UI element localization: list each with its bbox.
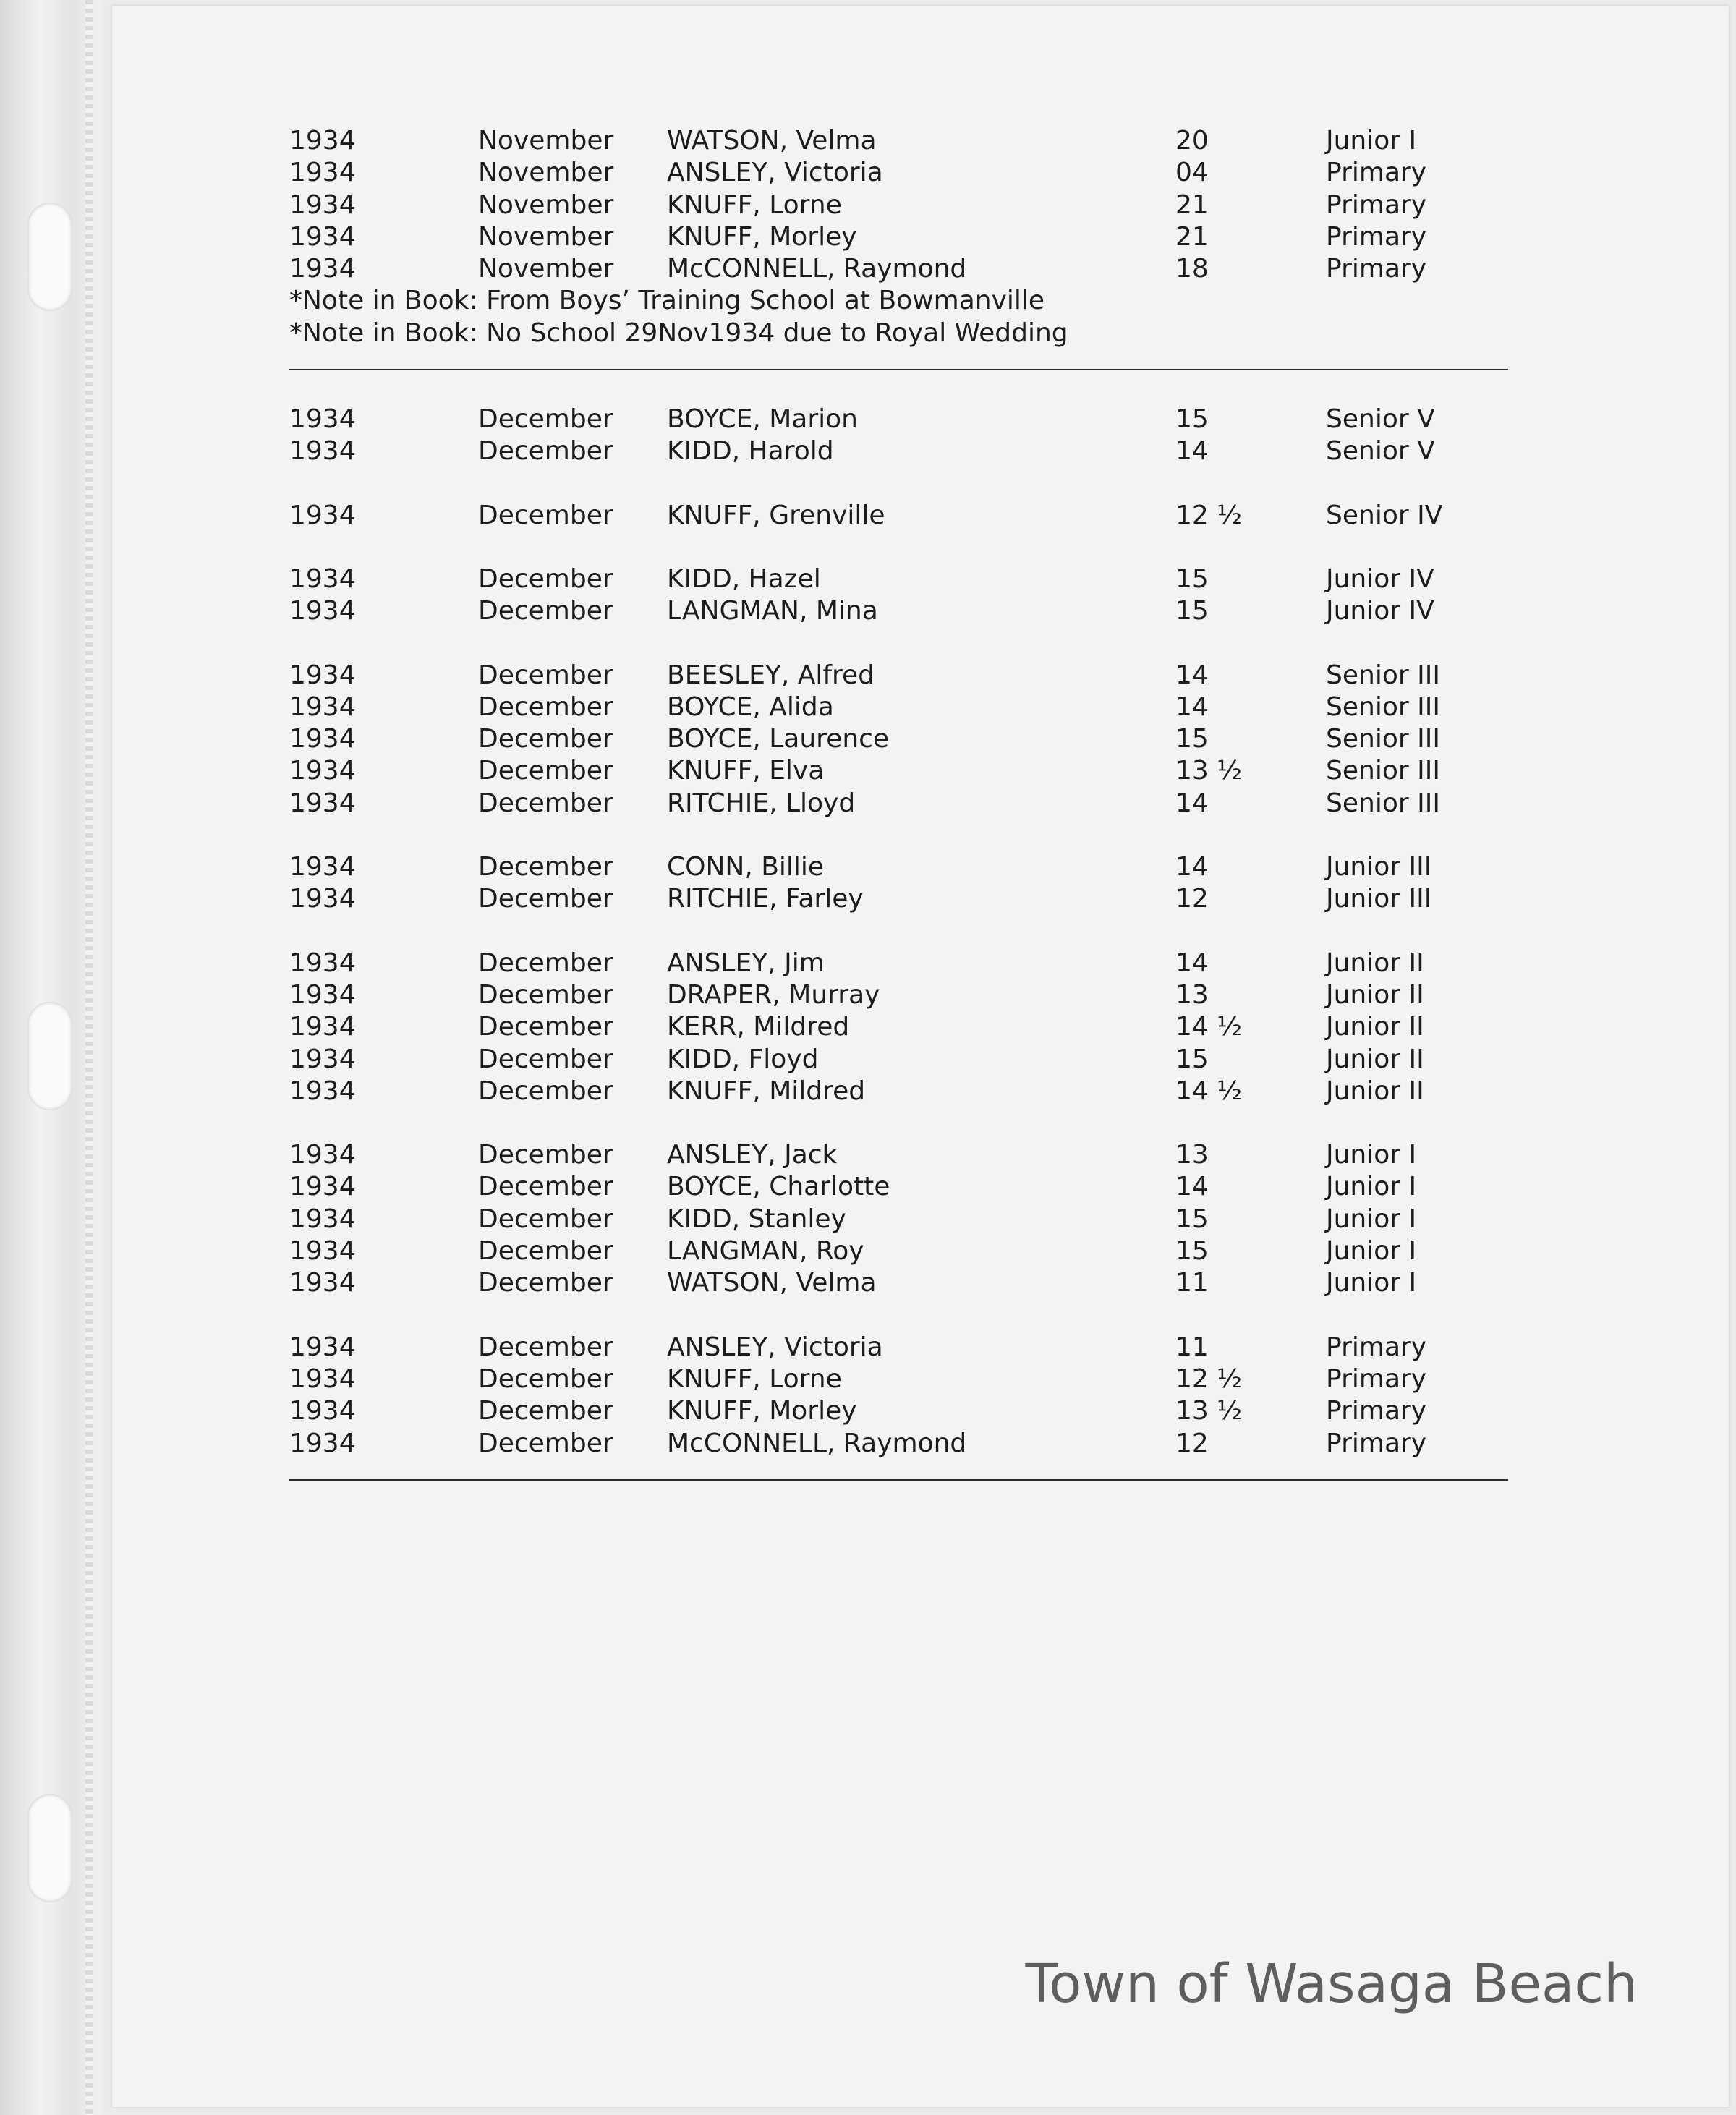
year-cell: 1934 <box>289 979 356 1010</box>
year-cell: 1934 <box>289 1172 356 1202</box>
record-row <box>289 851 1508 883</box>
december-section <box>289 404 1508 1460</box>
record-row <box>289 1044 1508 1076</box>
grade-group <box>289 1332 1508 1460</box>
name-cell: LANGMAN, Mina <box>667 596 878 626</box>
record-row <box>289 1363 1508 1395</box>
age-cell: 13 ½ <box>1175 1396 1243 1426</box>
punch-hole <box>27 1794 72 1902</box>
grade-cell: Junior I <box>1326 126 1417 156</box>
grade-cell: Senior IV <box>1326 500 1443 530</box>
record-row <box>289 253 1508 285</box>
year-cell: 1934 <box>289 126 356 156</box>
age-cell: 15 <box>1175 1044 1209 1074</box>
record-row <box>289 1011 1508 1043</box>
year-cell: 1934 <box>289 1044 356 1074</box>
age-cell: 14 <box>1175 660 1209 690</box>
footer-town-name: Town of Wasaga Beach <box>1025 1953 1638 2015</box>
grade-cell: Junior IV <box>1326 563 1434 594</box>
name-cell: BOYCE, Alida <box>667 691 834 722</box>
grade-cell: Junior II <box>1326 948 1424 978</box>
age-cell: 13 <box>1175 1140 1209 1170</box>
month-cell: November <box>478 158 614 188</box>
age-cell: 15 <box>1175 596 1209 626</box>
grade-cell: Senior III <box>1326 788 1440 818</box>
name-cell: RITCHIE, Lloyd <box>667 788 856 818</box>
year-cell: 1934 <box>289 948 356 978</box>
name-cell: WATSON, Velma <box>667 126 877 156</box>
month-cell: December <box>478 788 613 818</box>
punch-hole <box>27 1002 72 1110</box>
record-row <box>289 125 1508 157</box>
november-section <box>289 125 1508 285</box>
record-row <box>289 691 1508 723</box>
record-row <box>289 221 1508 253</box>
month-cell: December <box>478 660 613 690</box>
age-cell: 18 <box>1175 254 1209 284</box>
name-cell: RITCHIE, Farley <box>667 884 864 914</box>
year-cell: 1934 <box>289 1396 356 1426</box>
record-row <box>289 1395 1508 1427</box>
name-cell: WATSON, Velma <box>667 1268 877 1298</box>
record-row <box>289 788 1508 820</box>
grade-cell: Junior II <box>1326 1012 1424 1042</box>
name-cell: KNUFF, Lorne <box>667 1363 842 1394</box>
book-note: *Note in Book: From Boys’ Training School at Bowmanville <box>289 286 1045 316</box>
punch-hole <box>27 203 72 311</box>
month-cell: December <box>478 1268 613 1298</box>
name-cell: BOYCE, Marion <box>667 404 858 435</box>
month-cell: December <box>478 1332 613 1362</box>
grade-cell: Senior III <box>1326 660 1440 690</box>
name-cell: ANSLEY, Victoria <box>667 158 883 188</box>
month-cell: December <box>478 500 613 530</box>
year-cell: 1934 <box>289 563 356 594</box>
grade-group <box>289 1139 1508 1299</box>
grade-cell: Junior II <box>1326 1076 1424 1106</box>
record-row <box>289 595 1508 627</box>
month-cell: December <box>478 1428 613 1458</box>
binder-sleeve-strip <box>0 0 101 2115</box>
grade-cell: Senior III <box>1326 756 1440 786</box>
age-cell: 13 ½ <box>1175 756 1243 786</box>
grade-group <box>289 948 1508 1107</box>
month-cell: December <box>478 404 613 435</box>
age-cell: 12 ½ <box>1175 500 1243 530</box>
grade-cell: Primary <box>1326 1428 1427 1458</box>
name-cell: KERR, Mildred <box>667 1012 850 1042</box>
year-cell: 1934 <box>289 1204 356 1234</box>
grade-group <box>289 404 1508 468</box>
month-cell: December <box>478 724 613 754</box>
age-cell: 14 ½ <box>1175 1076 1243 1106</box>
record-row <box>289 1076 1508 1107</box>
record-row <box>289 1267 1508 1299</box>
age-cell: 15 <box>1175 724 1209 754</box>
month-cell: November <box>478 126 614 156</box>
grade-cell: Primary <box>1326 221 1427 252</box>
month-cell: December <box>478 1140 613 1170</box>
year-cell: 1934 <box>289 221 356 252</box>
grade-cell: Junior III <box>1326 884 1432 914</box>
age-cell: 15 <box>1175 1204 1209 1234</box>
age-cell: 14 <box>1175 1172 1209 1202</box>
age-cell: 04 <box>1175 158 1209 188</box>
name-cell: ANSLEY, Victoria <box>667 1332 883 1362</box>
age-cell: 14 <box>1175 852 1209 882</box>
age-cell: 14 <box>1175 436 1209 467</box>
record-row <box>289 660 1508 691</box>
grade-cell: Primary <box>1326 254 1427 284</box>
year-cell: 1934 <box>289 436 356 467</box>
year-cell: 1934 <box>289 190 356 220</box>
age-cell: 12 <box>1175 884 1209 914</box>
record-row <box>289 1332 1508 1363</box>
year-cell: 1934 <box>289 596 356 626</box>
month-cell: December <box>478 884 613 914</box>
sleeve-rib <box>85 0 93 2115</box>
month-cell: December <box>478 948 613 978</box>
year-cell: 1934 <box>289 1363 356 1394</box>
year-cell: 1934 <box>289 1076 356 1106</box>
name-cell: KNUFF, Mildred <box>667 1076 866 1106</box>
year-cell: 1934 <box>289 1236 356 1267</box>
grade-cell: Primary <box>1326 1396 1427 1426</box>
year-cell: 1934 <box>289 404 356 435</box>
grade-cell: Junior I <box>1326 1236 1417 1267</box>
record-row <box>289 755 1508 787</box>
name-cell: KIDD, Floyd <box>667 1044 819 1074</box>
age-cell: 14 <box>1175 788 1209 818</box>
record-row <box>289 404 1508 435</box>
age-cell: 15 <box>1175 404 1209 435</box>
year-cell: 1934 <box>289 724 356 754</box>
record-row <box>289 883 1508 915</box>
grade-cell: Junior I <box>1326 1172 1417 1202</box>
age-cell: 21 <box>1175 221 1209 252</box>
grade-cell: Primary <box>1326 158 1427 188</box>
month-cell: December <box>478 1076 613 1106</box>
month-cell: December <box>478 1204 613 1234</box>
name-cell: BEESLEY, Alfred <box>667 660 875 690</box>
month-cell: December <box>478 1012 613 1042</box>
year-cell: 1934 <box>289 1268 356 1298</box>
grade-cell: Junior II <box>1326 1044 1424 1074</box>
name-cell: KNUFF, Grenville <box>667 500 885 530</box>
year-cell: 1934 <box>289 852 356 882</box>
year-cell: 1934 <box>289 158 356 188</box>
year-cell: 1934 <box>289 660 356 690</box>
grade-cell: Junior III <box>1326 852 1432 882</box>
age-cell: 13 <box>1175 979 1209 1010</box>
month-cell: December <box>478 1044 613 1074</box>
record-row <box>289 157 1508 189</box>
attendance-register <box>289 125 1508 1481</box>
name-cell: KNUFF, Elva <box>667 756 825 786</box>
record-row <box>289 948 1508 979</box>
age-cell: 14 <box>1175 691 1209 722</box>
name-cell: BOYCE, Charlotte <box>667 1172 890 1202</box>
name-cell: KIDD, Stanley <box>667 1204 846 1234</box>
month-cell: December <box>478 596 613 626</box>
year-cell: 1934 <box>289 691 356 722</box>
name-cell: ANSLEY, Jack <box>667 1140 838 1170</box>
name-cell: CONN, Billie <box>667 852 825 882</box>
grade-group <box>289 500 1508 532</box>
age-cell: 14 <box>1175 948 1209 978</box>
age-cell: 15 <box>1175 563 1209 594</box>
grade-cell: Primary <box>1326 190 1427 220</box>
grade-cell: Junior I <box>1326 1204 1417 1234</box>
grade-cell: Junior I <box>1326 1140 1417 1170</box>
grade-cell: Senior III <box>1326 724 1440 754</box>
name-cell: ANSLEY, Jim <box>667 948 825 978</box>
age-cell: 11 <box>1175 1332 1209 1362</box>
year-cell: 1934 <box>289 500 356 530</box>
record-row <box>289 1428 1508 1460</box>
record-row <box>289 190 1508 221</box>
age-cell: 11 <box>1175 1268 1209 1298</box>
month-cell: November <box>478 221 614 252</box>
grade-cell: Junior II <box>1326 979 1424 1010</box>
month-cell: December <box>478 1396 613 1426</box>
month-cell: December <box>478 852 613 882</box>
year-cell: 1934 <box>289 1332 356 1362</box>
grade-cell: Junior I <box>1326 1268 1417 1298</box>
name-cell: KIDD, Hazel <box>667 563 821 594</box>
name-cell: KIDD, Harold <box>667 436 834 467</box>
month-cell: November <box>478 254 614 284</box>
year-cell: 1934 <box>289 884 356 914</box>
year-cell: 1934 <box>289 1140 356 1170</box>
name-cell: McCONNELL, Raymond <box>667 254 967 284</box>
month-cell: November <box>478 190 614 220</box>
name-cell: McCONNELL, Raymond <box>667 1428 967 1458</box>
age-cell: 21 <box>1175 190 1209 220</box>
name-cell: DRAPER, Murray <box>667 979 880 1010</box>
year-cell: 1934 <box>289 1012 356 1042</box>
book-note: *Note in Book: No School 29Nov1934 due to Royal Wedding <box>289 318 1068 348</box>
age-cell: 20 <box>1175 126 1209 156</box>
month-cell: December <box>478 563 613 594</box>
month-cell: December <box>478 691 613 722</box>
record-row <box>289 1204 1508 1235</box>
record-row <box>289 500 1508 532</box>
section-divider <box>289 369 1508 370</box>
year-cell: 1934 <box>289 254 356 284</box>
age-cell: 15 <box>1175 1236 1209 1267</box>
name-cell: KNUFF, Lorne <box>667 190 842 220</box>
year-cell: 1934 <box>289 756 356 786</box>
month-cell: December <box>478 1172 613 1202</box>
age-cell: 14 ½ <box>1175 1012 1243 1042</box>
grade-cell: Senior III <box>1326 691 1440 722</box>
record-row <box>289 563 1508 595</box>
age-cell: 12 ½ <box>1175 1363 1243 1394</box>
grade-cell: Senior V <box>1326 404 1435 435</box>
month-cell: December <box>478 979 613 1010</box>
grade-group <box>289 851 1508 916</box>
november-notes <box>289 285 1508 349</box>
name-cell: LANGMAN, Roy <box>667 1236 864 1267</box>
record-row <box>289 1171 1508 1203</box>
grade-cell: Senior V <box>1326 436 1435 467</box>
section-divider <box>289 1479 1508 1481</box>
grade-group <box>289 563 1508 628</box>
grade-cell: Primary <box>1326 1363 1427 1394</box>
grade-group <box>289 660 1508 820</box>
record-row <box>289 1235 1508 1267</box>
record-row <box>289 979 1508 1011</box>
grade-cell: Junior IV <box>1326 596 1434 626</box>
record-row <box>289 1139 1508 1171</box>
record-row <box>289 435 1508 467</box>
year-cell: 1934 <box>289 1428 356 1458</box>
year-cell: 1934 <box>289 788 356 818</box>
record-row <box>289 723 1508 755</box>
name-cell: BOYCE, Laurence <box>667 724 890 754</box>
month-cell: December <box>478 1363 613 1394</box>
month-cell: December <box>478 436 613 467</box>
month-cell: December <box>478 756 613 786</box>
month-cell: December <box>478 1236 613 1267</box>
grade-cell: Primary <box>1326 1332 1427 1362</box>
name-cell: KNUFF, Morley <box>667 1396 857 1426</box>
name-cell: KNUFF, Morley <box>667 221 857 252</box>
age-cell: 12 <box>1175 1428 1209 1458</box>
